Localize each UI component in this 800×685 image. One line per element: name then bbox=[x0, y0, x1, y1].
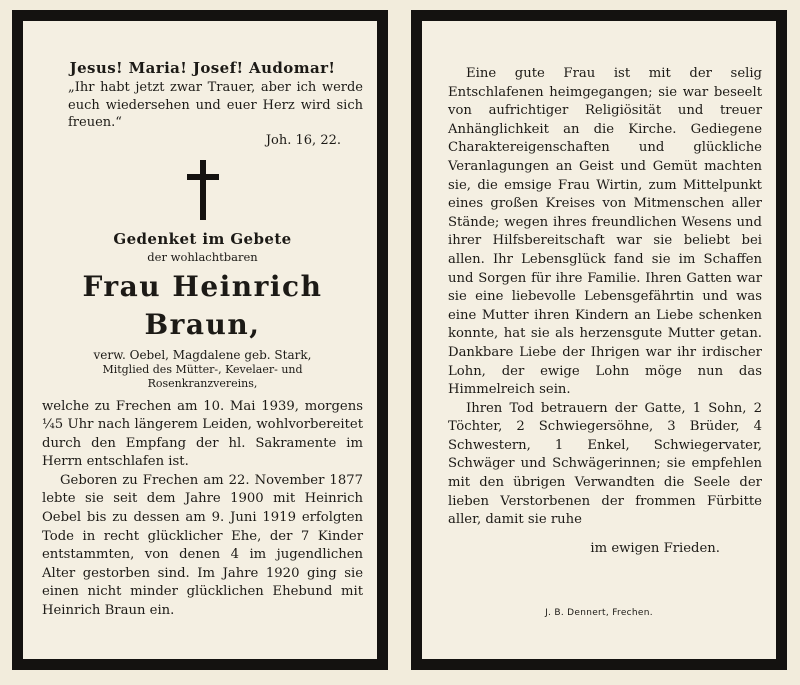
biography-paragraph: Geboren zu Frechen am 22. November 1877 lebte sie seit dem Jahre 1900 mit Heinrich Oebel bis zu dessen am 9. Juni 1919 erfolgten Tode in recht glücklicher Ehe, der 7 Kinder entstammten, von denen 4 im jugendlichen Alter gestorben sind. Im Jahre 1920 ging sie einen nicht minder glücklichen Ehebund mit Heinrich Braun ein. bbox=[42, 472, 363, 619]
bible-quote: „Ihr habt jetzt zwar Trauer, aber ich werde euch wiedersehen und euer Herz wird sich freuen.“ bbox=[68, 80, 363, 130]
left-card bbox=[12, 10, 388, 670]
right-card-inner bbox=[422, 21, 776, 659]
right-card bbox=[411, 10, 787, 670]
quote-reference: Joh. 16, 22. bbox=[265, 132, 341, 148]
mourners-paragraph: Ihren Tod betrauern der Gatte, 1 Sohn, 2 Töchter, 2 Schwiegersöhne, 3 Brüder, 4 Schwestern, 1 Enkel, Schwiegervater, Schwäger und Schwägerinnen; sie empfehlen mit den übrigen Verwandten die Seele der lieben Verstorbenen der frommen Fürbitte aller, damit sie ruhe bbox=[448, 400, 762, 528]
cross-icon bbox=[183, 160, 223, 220]
printer-imprint: J. B. Dennert, Frechen. bbox=[545, 608, 653, 618]
gedenket-heading: Gedenket im Gebete bbox=[113, 229, 292, 248]
deceased-name: Frau Heinrich Braun, bbox=[82, 269, 323, 341]
eulogy-paragraph: Eine gute Frau ist mit der selig Entschlafenen heimgegangen; sie war beseelt von aufrichtiger Religiösität und treuer Anhänglichkeit an die Kirche. Gediegene Charaktereigenschaften und glückliche Veranlagungen an Geist und Gemüt machten sie, die emsige Frau Wirtin, zum Mittelpunkt eines großen Kreises von Mitmenschen aller Stände; wegen ihres freundlichen Wesens und ihrer Hilfsbereitschaft war sie beliebt bei allen. Ihr Lebensglück fand sie im Schaffen und Sorgen für ihre Familie. Ihren Gatten war sie eine liebevolle Lebensgefährtin und was eine Mutter ihren Kindern an Liebe schenken konnte, hat sie als herzensgute Mutter getan. Dankbare Liebe der Ihrigen war ihr irdischer Lohn, der ewige Lohn möge nun das Himmelreich sein. bbox=[448, 66, 762, 398]
death-paragraph: welche zu Frechen am 10. Mai 1939, morgens ¼5 Uhr nach längerem Leiden, wohlvorbereitet durch den Empfang der hl. Sakramente im Herrn entschlafen ist. bbox=[42, 398, 363, 470]
maiden-name-detail: verw. Oebel, Magdalene geb. Stark, bbox=[93, 347, 312, 362]
left-card-inner bbox=[23, 21, 377, 659]
honorific: der wohlachtbaren bbox=[147, 249, 258, 264]
invocation: Jesus! Maria! Josef! Audomar! bbox=[69, 59, 336, 77]
membership-detail: Mitglied des Mütter-, Kevelaer- und Rosenkranzvereins, bbox=[102, 362, 303, 390]
cross-area bbox=[42, 150, 363, 230]
closing-phrase: im ewigen Frieden. bbox=[590, 540, 720, 556]
